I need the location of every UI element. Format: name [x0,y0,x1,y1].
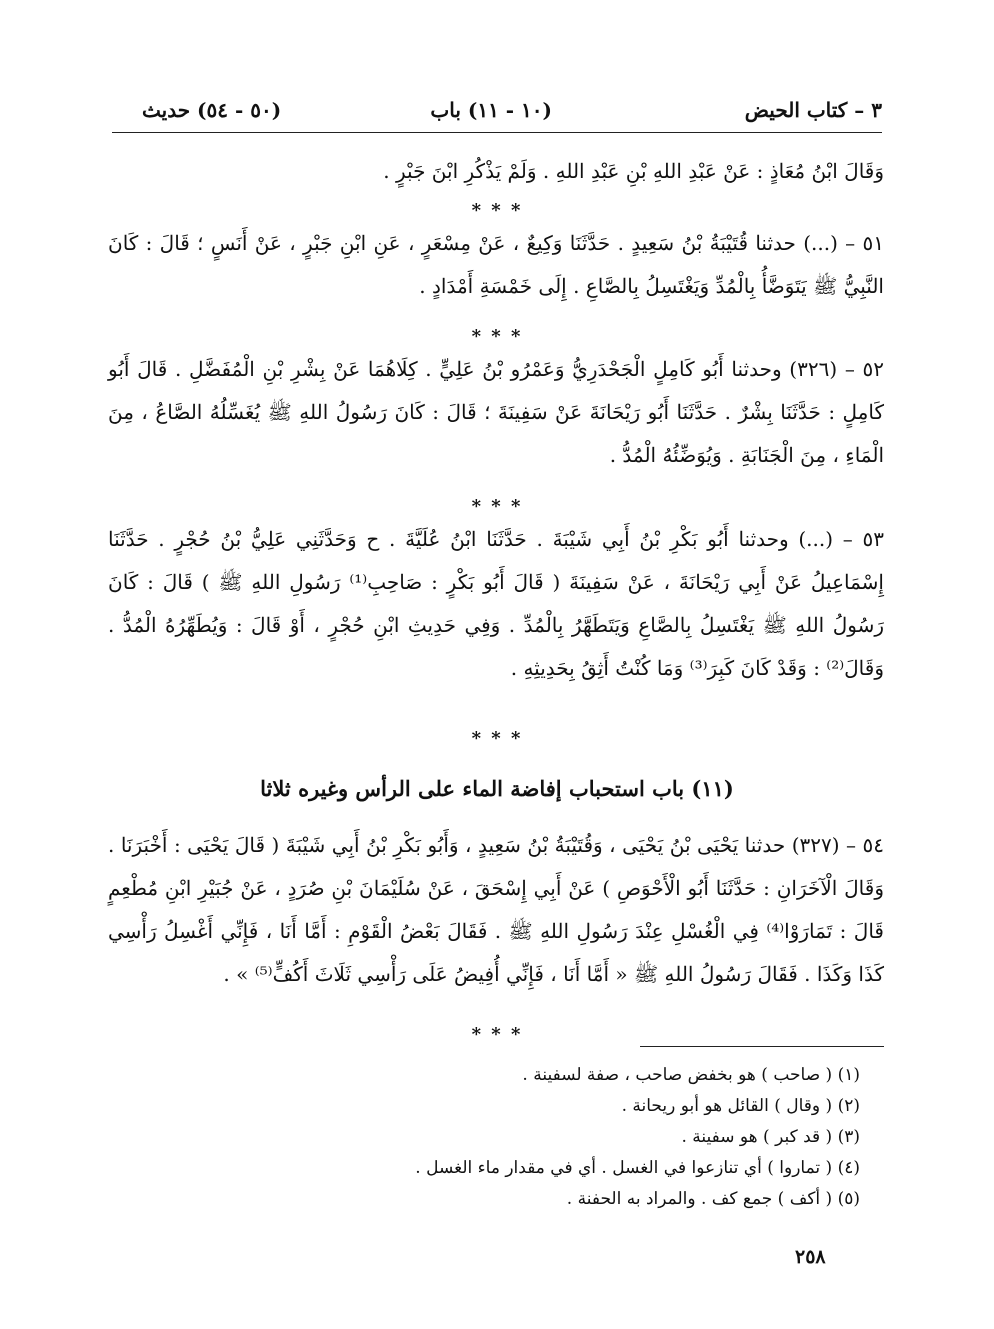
hadith-52: ٥٢ – (٣٢٦) وحدثنا أَبُو كَامِلٍ الْجَحْدَرِيُّ وَعَمْرُو بْنُ عَلِيٍّ . كِلَاهُمَا عَنْ بِشْرِ بْنِ الْمُفَضَّلِ . قَالَ أَبُو كَامِلٍ : حَدَّثَنَا بِشْرٌ . حَدَّثَنَا أَبُو رَيْحَانَةَ عَنْ سَفِينَةَ ؛ قَالَ : كَانَ رَسُولُ اللهِ ﷺ يُغَسِّلُهُ الصَّاعُ ، مِنَ الْمَاءِ ، مِنَ الْجَنَابَةِ . وَيُوَضِّئُهُ الْمُدُّ . [108,357,884,467]
chapter-title: (١١) باب استحباب إفاضة الماء على الرأس وغيره ثلاثا [260,776,734,801]
footnote-3: (٣) ( قد كبر ) هو سفينة . [681,1127,860,1147]
section-separator: * * * [471,326,523,347]
hadith-51: ٥١ – (...) حدثنا قُتَيْبَةُ بْنُ سَعِيدٍ . حَدَّثَنَا وَكِيعٌ ، عَنْ مِسْعَرٍ ، عَنِ ابْنِ جَبْرٍ ، عَنْ أَنَسٍ ؛ قَالَ : كَانَ النَّبِيُّ ﷺ يَتَوَضَّأُ بِالْمُدِّ وَيَغْتَسِلُ بِالصَّاعِ . إِلَى خَمْسَةِ أَمْدَادٍ . [108,231,884,298]
section-separator: * * * [471,200,523,221]
header-hadith-range: (٥٠ - ٥٤) حديث [142,98,282,122]
header-divider [112,132,882,133]
header-chapter-range: (١٠ - ١١) باب [430,98,552,122]
header-book-title: ٣ – كتاب الحيض [744,98,882,122]
section-separator: * * * [471,728,523,749]
footnote-divider [640,1046,884,1047]
footnote-5: (٥) ( أكف ) جمع كف . والمراد به الحفنة . [566,1189,860,1209]
footnote-4: (٤) ( تماروا ) أي تنازعوا في الغسل . أي في مقدار ماء الغسل . [415,1158,860,1178]
section-separator: * * * [471,1024,523,1045]
footnotes [300,1060,860,1215]
hadith-54: ٥٤ – (٣٢٧) حدثنا يَحْيَى بْنُ يَحْيَى ، وَقُتَيْبَةُ بْنُ سَعِيدٍ ، وَأَبُو بَكْرِ بْنُ أَبِي شَيْبَةَ ( قَالَ يَحْيَى : أَخْبَرَنَا . وَقَالَ الْآخَرَانِ : حَدَّثَنَا أَبُو الْأَحْوَصِ ) عَنْ أَبِي إِسْحَقَ ، عَنْ سُلَيْمَانَ بْنِ صُرَدٍ ، عَنْ جُبَيْرِ ابْنِ مُطْعِمٍ قَالَ : تَمَارَوْا⁽⁴⁾ فِي الْغُسْلِ عِنْدَ رَسُولِ اللهِ ﷺ . فَقَالَ بَعْضُ الْقَوْمِ : أَمَّا أَنَا ، فَإِنِّي أَغْسِلُ رَأْسِي كَذَا وَكَذَا . فَقَالَ رَسُولُ اللهِ ﷺ « أَمَّا أَنَا ، فَإِنِّي أُفِيضُ عَلَى رَأْسِي ثَلَاثَ أَكُفٍّ⁽⁵⁾ » . [108,833,884,986]
hadith-53: ٥٣ – (...) وحدثنا أَبُو بَكْرِ بْنُ أَبِي شَيْبَةَ . حَدَّثَنَا ابْنُ عُلَيَّةَ . ح وَحَدَّثَنِي عَلِيُّ بْنُ حُجْرٍ . حَدَّثَنَا إِسْمَاعِيلُ عَنْ أَبِي رَيْحَانَةَ ، عَنْ سَفِينَةَ ( قَالَ أَبُو بَكْرٍ : صَاحِبِ⁽¹⁾ رَسُولِ اللهِ ﷺ ) قَالَ : كَانَ رَسُولُ اللهِ ﷺ يَغْتَسِلُ بِالصَّاعِ وَيَتَطَهَّرُ بِالْمُدِّ . وَفِي حَدِيثِ ابْنِ حُجْرٍ ، أَوْ قَالَ : وَيُطَهِّرُهُ الْمُدُّ . وَقَالَ⁽²⁾ : وَقَدْ كَانَ كَبِرَ⁽³⁾ وَمَا كُنْتُ أَثِقُ بِحَدِيثِهِ . [108,527,884,680]
section-separator: * * * [471,496,523,517]
running-header [112,98,882,130]
page-number: ٢٥٨ [795,1246,826,1268]
footnote-1: (١) ( صاحب ) هو بخفض صاحب ، صفة لسفينة . [522,1065,860,1085]
footnote-2: (٢) ( وقال ) القائل هو أبو ريحانة . [621,1096,860,1116]
paragraph-intro: وَقَالَ ابْنُ مُعَاذٍ : عَنْ عَبْدِ اللهِ بْنِ عَبْدِ اللهِ . وَلَمْ يَذْكُرِ ابْنَ جَبْرٍ . [383,159,884,183]
